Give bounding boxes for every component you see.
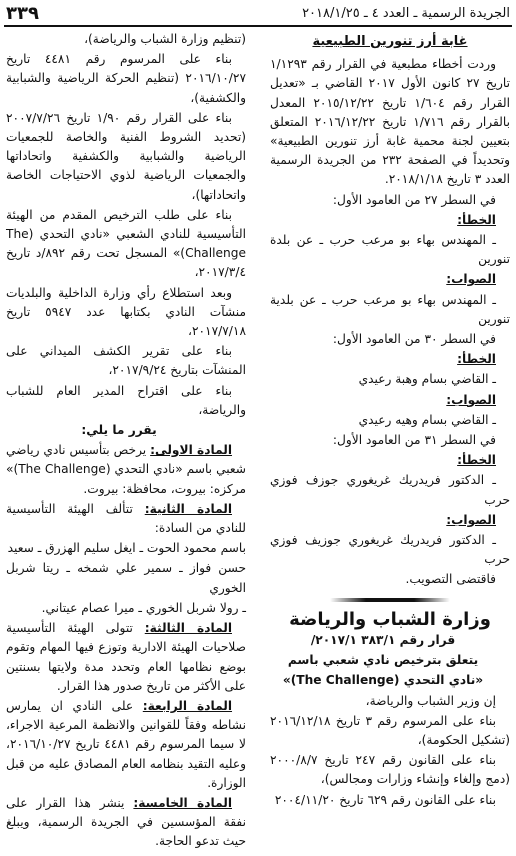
erratum-line-1: في السطر ٢٧ من العامود الأول: [332, 192, 496, 207]
erratum-line-3: في السطر ٣١ من العامود الأول: [332, 433, 496, 448]
decree-4481: بناء على المرسوم رقم ٤٤٨١ تاريخ ٢٠١٦/١٠/٢٧ (تنظيم الحركة الرياضية والشبابية والكشفية)، [6, 52, 246, 105]
minister-line: إن وزير الشباب والرياضة، [365, 693, 496, 708]
article-2-label: المادة الثانية: [144, 501, 232, 516]
wrong-label: الخطأ: [457, 453, 496, 468]
article-2 [6, 500, 246, 538]
page-number: ٣٣٩ [6, 3, 39, 24]
correct-label: الصواب: [446, 392, 496, 407]
erratum-title: غابة أرز تنورين الطبيعية [312, 34, 468, 49]
ministry-org: (تنظيم وزارة الشباب والرياضة)، [84, 32, 246, 46]
law-247: بناء على القانون رقم ٢٤٧ تاريخ ٢٠٠٠/٨/٧ (دمج وإلغاء وإنشاء وزارات ومجالس)، [270, 753, 510, 787]
members-line-2: حسن فواز ـ سمير علي شمخه ـ ريتا شربل الخوري [6, 561, 246, 595]
interior-opinion: وبعد استطلاع رأي وزارة الداخلية والبلديات منشآت النادي بكتابها عدد ٥٩٤٧ تاريخ ٢٠١٧/٧/١٨، [6, 285, 246, 339]
left-column [6, 30, 246, 853]
section-title: وزارة الشباب والرياضة [289, 608, 491, 630]
article-4-text: على النادي ان يمارس نشاطه وفقاً للقوانين والانظمة المرعية الاجراء، لا سيما المرسوم رقم ٤٤٨١ تاريخ ٢٠١٦/١٠/٢٧، وعليه التقيد بنظامه العام المصادق عليه من قبل الوزارة. [6, 698, 246, 790]
director-proposal: بناء على اقتراح المدير العام للشباب والرياضة، [6, 383, 246, 417]
wrong-label: الخطأ: [457, 212, 496, 227]
wrong-label: الخطأ: [457, 352, 496, 367]
erratum-line-2: في السطر ٣٠ من العامود الأول: [332, 332, 496, 347]
err2-wrong: ـ القاضي بسام وهبة رعيدي [358, 372, 496, 387]
article-1-text: يرخص بتأسيس نادي رياضي شعبي باسم «نادي التحدي (The Challenge)» مركزه: بيروت، محافظة: بيروت. [6, 443, 246, 496]
decree-subject: يتعلق بترخيص نادي شعبي باسم [287, 653, 479, 668]
erratum-intro: وردت أخطاء مطبعية في القرار رقم ١/١٢٩٣ تاريخ ٢٧ كانون الأول ٢٠١٧ القاضي بـ «تعديل القرار رقم ١/٦٠٤ تاريخ ٢٠١٥/١٢/٢٢ المعدل بالقرار رقم ١/٧١٦ تاريخ ٢٠١٦/١٢/٢٢ المتعلق بتعيين لجنة محمية غابة أرز تنورين الطبيعية» وتحديداً في الصفحة ٢٣٢ من الجريدة الرسمية العدد ٣ تاريخ ٢٠١٨/١/١٨. [270, 57, 511, 187]
right-column [270, 30, 510, 811]
err1-wrong: ـ المهندس بهاء بو مرعب حرب ـ عن بلدة تنورين [270, 233, 510, 267]
decree-basis: بناء على المرسوم رقم ٣ تاريخ ٢٠١٦/١٢/١٨ (تشكيل الحكومة)، [270, 713, 510, 747]
article-5-label: المادة الخامسة: [133, 795, 232, 810]
article-1-label: المادة الاولى: [150, 443, 233, 458]
club-name: «نادي التحدي (The Challenge)» [282, 673, 484, 688]
article-5 [6, 794, 246, 852]
law-629: بناء على القانون رقم ٦٢٩ تاريخ ٢٠٠٤/١١/٢٠ [274, 792, 496, 807]
decree-number: قرار رقم ٣٨٣/١ ٢٠١٧/١/ [310, 632, 456, 647]
article-5-text: ينشر هذا القرار على نفقة المؤسسين في الجريدة الرسمية، ويبلغ حيث تدعو الحاجة. [6, 795, 246, 849]
decision-90: بناء على القرار رقم ١/٩٠ تاريخ ٢٠٠٧/٧/٢٦ (تحديد الشروط الفنية والخاصة للجمعيات الرياضية والشبابية والكشفية واتحاداتها والجمعيات الرياضية لذوي الاحتياجات الخاصة واتحاداتها)، [6, 110, 246, 202]
correct-label: الصواب: [446, 272, 496, 287]
err3-right: ـ الدكتور فريدريك غريغوري جوزيف فوزي حرب [270, 533, 510, 567]
article-3-label: المادة الثالثة: [144, 621, 232, 636]
inspection-report: بناء على تقرير الكشف الميداني على المنشآت بتاريخ ٢٠١٧/٩/٢٤، [6, 344, 246, 378]
gazette-title: الجريدة الرسمية ـ العدد ٤ ـ ٢٠١٨/١/٢٥ [302, 6, 510, 21]
erratum-closing: فاقتضى التصويب. [405, 572, 496, 587]
err1-right: ـ المهندس بهاء بو مرعب حرب ـ عن بلدية تنورين [270, 292, 510, 326]
page-header [4, 3, 512, 27]
article-1 [6, 441, 246, 499]
decides: يقرر ما يلي: [81, 423, 157, 438]
members-line-3: ـ رولا شربل الخوري ـ ميرا عصام عيتاني. [41, 600, 246, 615]
correct-label: الصواب: [446, 512, 496, 527]
article-4-label: المادة الرابعة: [142, 698, 233, 713]
err2-right: ـ القاضي بسام وهيه رعيدي [358, 412, 496, 427]
err3-wrong: ـ الدكتور فريدريك غريغوري جوزف فوزي حرب [270, 473, 510, 507]
article-3 [6, 619, 246, 696]
article-4 [6, 697, 246, 793]
license-request: بناء على طلب الترخيص المقدم من الهيئة التأسيسية للنادي الشعبي «نادي التحدي (The Challenge)» المسجل تحت رقم ٨٩٢/د تاريخ ٢٠١٧/٣/٤، [6, 207, 246, 280]
article-3-text: تتولى الهيئة التأسيسية صلاحيات الهيئة الادارية وتوزع فيها المهام وتقوم بوضع نظامها العام وتحدد مدة ولايتها بسنتين على الأكثر من تاريخ صدور هذا القرار. [6, 621, 246, 693]
article-2-text: تتألف الهيئة التأسيسية للنادي من السادة: [6, 501, 246, 536]
members-line-1: باسم محمود الحوت ـ ايغل سليم الهزرق ـ سعيد [7, 541, 246, 556]
section-divider [330, 598, 450, 602]
